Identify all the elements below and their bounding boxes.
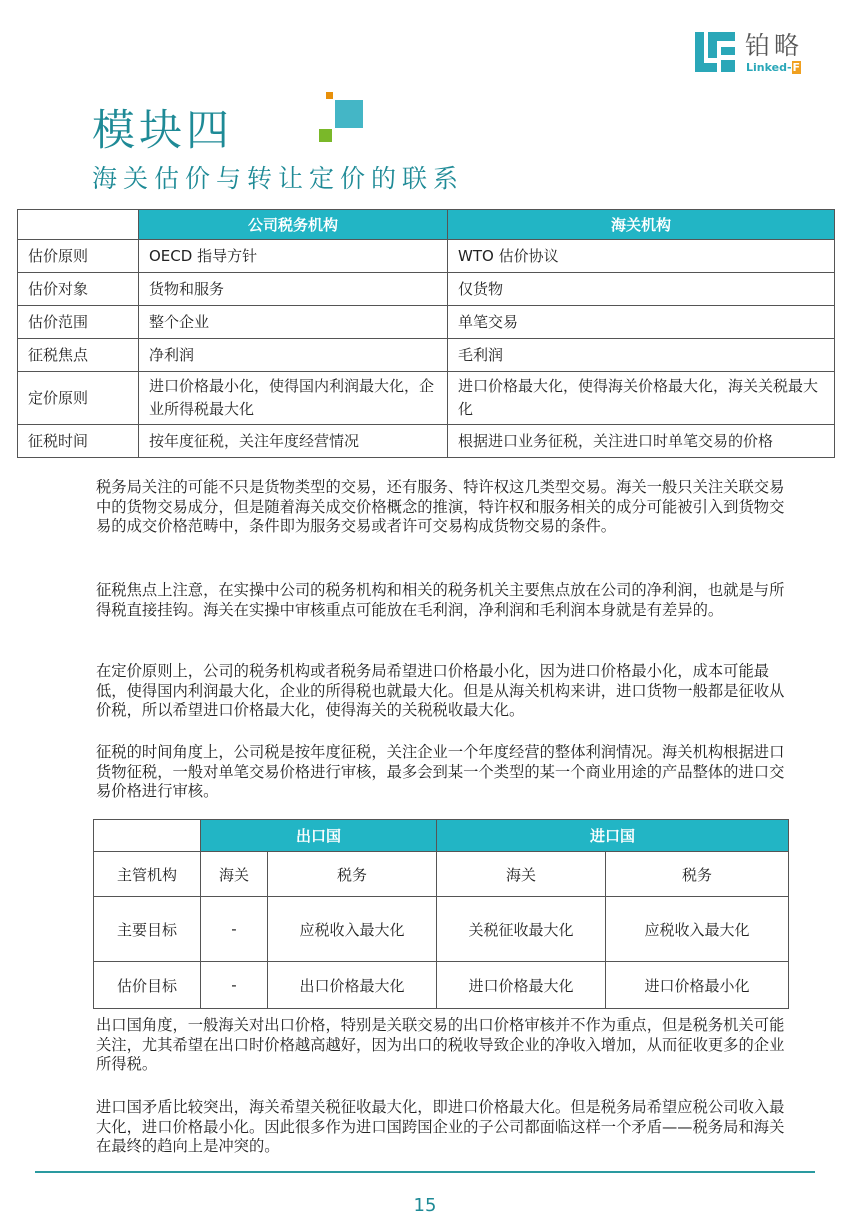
logo-name-en-suffix: F [792, 61, 801, 74]
table-cell: 进口价格最小化 [606, 962, 789, 1009]
paragraph-transaction-types: 税务局关注的可能不只是货物类型的交易，还有服务、特许权这几类型交易。海关一般只关注关联交易中的货物交易成分，但是随着海关成交价格概念的推演，特许权和服务相关的成分可能被引入到货物交易的成交价格范畴中，条件即为服务交易或者许可交易构成货物交易的条件。 [96, 478, 785, 535]
row-label: 主管机构 [94, 852, 201, 897]
row-label: 估价目标 [94, 962, 201, 1009]
table-cell: 税务 [268, 852, 437, 897]
tax-cell: 货物和服务 [139, 273, 448, 306]
table-header-tax-authority: 公司税务机构 [139, 210, 448, 240]
page-title: 模块四 [92, 106, 233, 156]
footer-divider [35, 1171, 815, 1173]
tax-cell: 进口价格最小化，使得国内利润最大化，企业所得税最大化 [139, 372, 448, 425]
customs-cell: 根据进口业务征税，关注进口时单笔交易的价格 [448, 425, 835, 458]
logo-mark-icon [695, 32, 735, 72]
logo-name-en-text: Linked- [746, 61, 792, 74]
table-row [18, 306, 835, 339]
customs-cell: WTO 估价协议 [448, 240, 835, 273]
brand-logo [695, 32, 815, 72]
row-label: 征税时间 [18, 425, 139, 458]
row-label: 估价对象 [18, 273, 139, 306]
table-header-row [94, 820, 789, 852]
table-cell: - [201, 897, 268, 962]
logo-name-cn: 铂略 [745, 31, 804, 60]
paragraph-tax-focus: 征税焦点上注意，在实操中公司的税务机构和相关的税务机关主要焦点放在公司的净利润，也就是与所得税直接挂钩。海关在实操中审核重点可能放在毛利润，净利润和毛利润本身就是有差异的。 [96, 581, 785, 619]
table-header-blank [94, 820, 201, 852]
row-label: 定价原则 [18, 372, 139, 425]
tax-cell: OECD 指导方针 [139, 240, 448, 273]
table-row [18, 273, 835, 306]
page-number: 15 [413, 1195, 437, 1216]
table-cell: 关税征收最大化 [437, 897, 606, 962]
table-header-export-country: 出口国 [201, 820, 437, 852]
decorative-square-green [319, 129, 332, 142]
table-row [94, 852, 789, 897]
comparison-table-tax-vs-customs [17, 209, 835, 458]
paragraph-pricing-principle: 在定价原则上，公司的税务机构或者税务局希望进口价格最小化，因为进口价格最小化，成本可能最低，使得国内利润最大化，企业的所得税也就最大化。但是从海关机构来讲，进口货物一般都是征收从价税，所以希望进口价格最大化，使得海关的关税税收最大化。 [96, 662, 785, 719]
table-row [18, 240, 835, 273]
tax-cell: 净利润 [139, 339, 448, 372]
table-cell: 进口价格最大化 [437, 962, 606, 1009]
table-header-customs-authority: 海关机构 [448, 210, 835, 240]
table-header-row [18, 210, 835, 240]
decorative-square-orange [326, 92, 333, 99]
table-row [18, 372, 835, 425]
table-cell: 税务 [606, 852, 789, 897]
row-label: 主要目标 [94, 897, 201, 962]
logo-name-en [746, 61, 801, 74]
tax-cell: 按年度征税，关注年度经营情况 [139, 425, 448, 458]
table-cell: 应税收入最大化 [268, 897, 437, 962]
paragraph-import-country: 进口国矛盾比较突出，海关希望关税征收最大化，即进口价格最大化。但是税务局希望应税公司收入最大化，进口价格最小化。因此很多作为进口国跨国企业的子公司都面临这样一个矛盾——税务局和海关在最终的趋向上是冲突的。 [96, 1098, 785, 1155]
table-cell: 海关 [437, 852, 606, 897]
customs-cell: 单笔交易 [448, 306, 835, 339]
decorative-square-teal [335, 100, 363, 128]
table-row [18, 339, 835, 372]
customs-cell: 仅货物 [448, 273, 835, 306]
comparison-table-export-import [93, 819, 789, 1009]
table-row [94, 897, 789, 962]
customs-cell: 毛利润 [448, 339, 835, 372]
table-cell: 出口价格最大化 [268, 962, 437, 1009]
table-row [94, 962, 789, 1009]
paragraph-export-country: 出口国角度，一般海关对出口价格，特别是关联交易的出口价格审核并不作为重点，但是税务机关可能关注，尤其希望在出口时价格越高越好，因为出口的税收导致企业的净收入增加，从而征收更多的企业所得税。 [96, 1016, 785, 1073]
customs-cell: 进口价格最大化，使得海关价格最大化，海关关税最大化 [448, 372, 835, 425]
paragraph-tax-timing: 征税的时间角度上，公司税是按年度征税，关注企业一个年度经营的整体利润情况。海关机构根据进口货物征税，一般对单笔交易价格进行审核，最多会到某一个类型的某一个商业用途的产品整体的进口交易价格进行审核。 [96, 743, 785, 800]
table-header-blank [18, 210, 139, 240]
row-label: 估价范围 [18, 306, 139, 339]
table-cell: - [201, 962, 268, 1009]
row-label: 征税焦点 [18, 339, 139, 372]
tax-cell: 整个企业 [139, 306, 448, 339]
table-header-import-country: 进口国 [437, 820, 789, 852]
table-row [18, 425, 835, 458]
table-cell: 应税收入最大化 [606, 897, 789, 962]
row-label: 估价原则 [18, 240, 139, 273]
page-subtitle: 海关估价与转让定价的联系 [92, 164, 465, 193]
table-cell: 海关 [201, 852, 268, 897]
